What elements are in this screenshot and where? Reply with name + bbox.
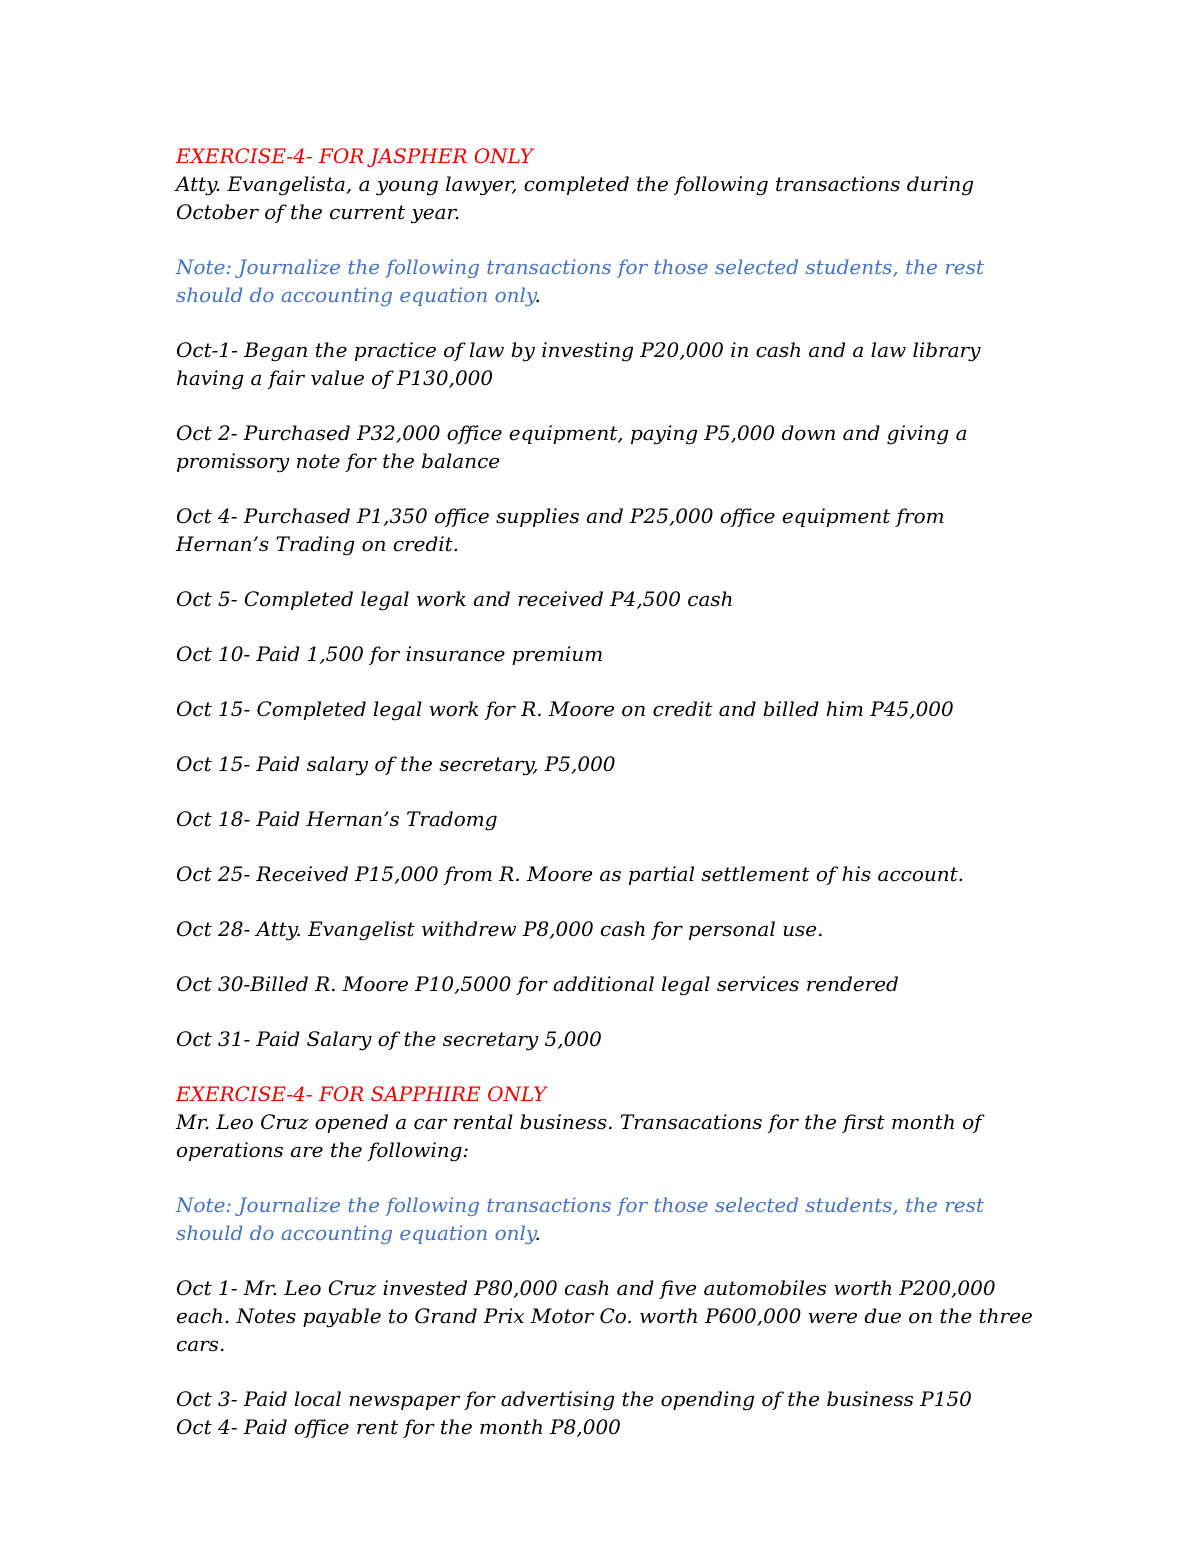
transaction-item: Oct 18- Paid Hernan’s Tradomg [176,807,498,831]
document-content [176,142,1036,1441]
transaction-item: Oct 31- Paid Salary of the secretary 5,000 [176,1027,602,1051]
note-text: Note: Journalize the following transactions for those selected students, the rest should do accounting equation only [176,1193,984,1245]
transaction-item: Oct 4- Purchased P1,350 office supplies and P25,000 office equipment from Hernan’s Trading on credit. [176,504,945,556]
exercise-note-sapphire [176,1191,1036,1247]
transaction-item: Oct 4- Paid office rent for the month P8,000 [176,1415,621,1439]
note-period: . [534,283,541,307]
transaction-item: Oct 28- Atty. Evangelist withdrew P8,000 cash for personal use. [176,917,824,941]
transaction-item: Oct 1- Mr. Leo Cruz invested P80,000 cash and five automobiles worth P200,000 each. Notes payable to Grand Prix Motor Co. worth P600,000 were due on the three cars. [176,1276,1033,1356]
transaction-item: Oct 30-Billed R. Moore P10,5000 for additional legal services rendered [176,972,899,996]
exercise-note-jaspher [176,253,1036,309]
exercise-title-sapphire: EXERCISE-4- FOR SAPPHIRE ONLY [176,1082,547,1106]
transaction-item: Oct 10- Paid 1,500 for insurance premium [176,642,604,666]
exercise-title-jaspher: EXERCISE-4- FOR JASPHER ONLY [176,144,533,168]
transaction-item: Oct 15- Completed legal work for R. Moore on credit and billed him P45,000 [176,697,954,721]
transaction-item: Oct 3- Paid local newspaper for advertising the opending of the business P150 [176,1387,972,1411]
note-text: Note: Journalize the following transactions for those selected students, the rest should do accounting equation only [176,255,984,307]
exercise-intro-jaspher: Atty. Evangelista, a young lawyer, completed the following transactions during October of the current year. [176,172,975,224]
exercise-intro-sapphire: Mr. Leo Cruz opened a car rental business. Transacations for the first month of operations are the following: [176,1110,982,1162]
transaction-item: Oct-1- Began the practice of law by investing P20,000 in cash and a law library having a fair value of P130,000 [176,338,981,390]
transaction-item: Oct 25- Received P15,000 from R. Moore as partial settlement of his account. [176,862,965,886]
transaction-item: Oct 15- Paid salary of the secretary, P5,000 [176,752,616,776]
note-period: . [534,1221,541,1245]
transaction-item: Oct 2- Purchased P32,000 office equipment, paying P5,000 down and giving a promissory note for the balance [176,421,968,473]
transaction-item: Oct 5- Completed legal work and received P4,500 cash [176,587,734,611]
